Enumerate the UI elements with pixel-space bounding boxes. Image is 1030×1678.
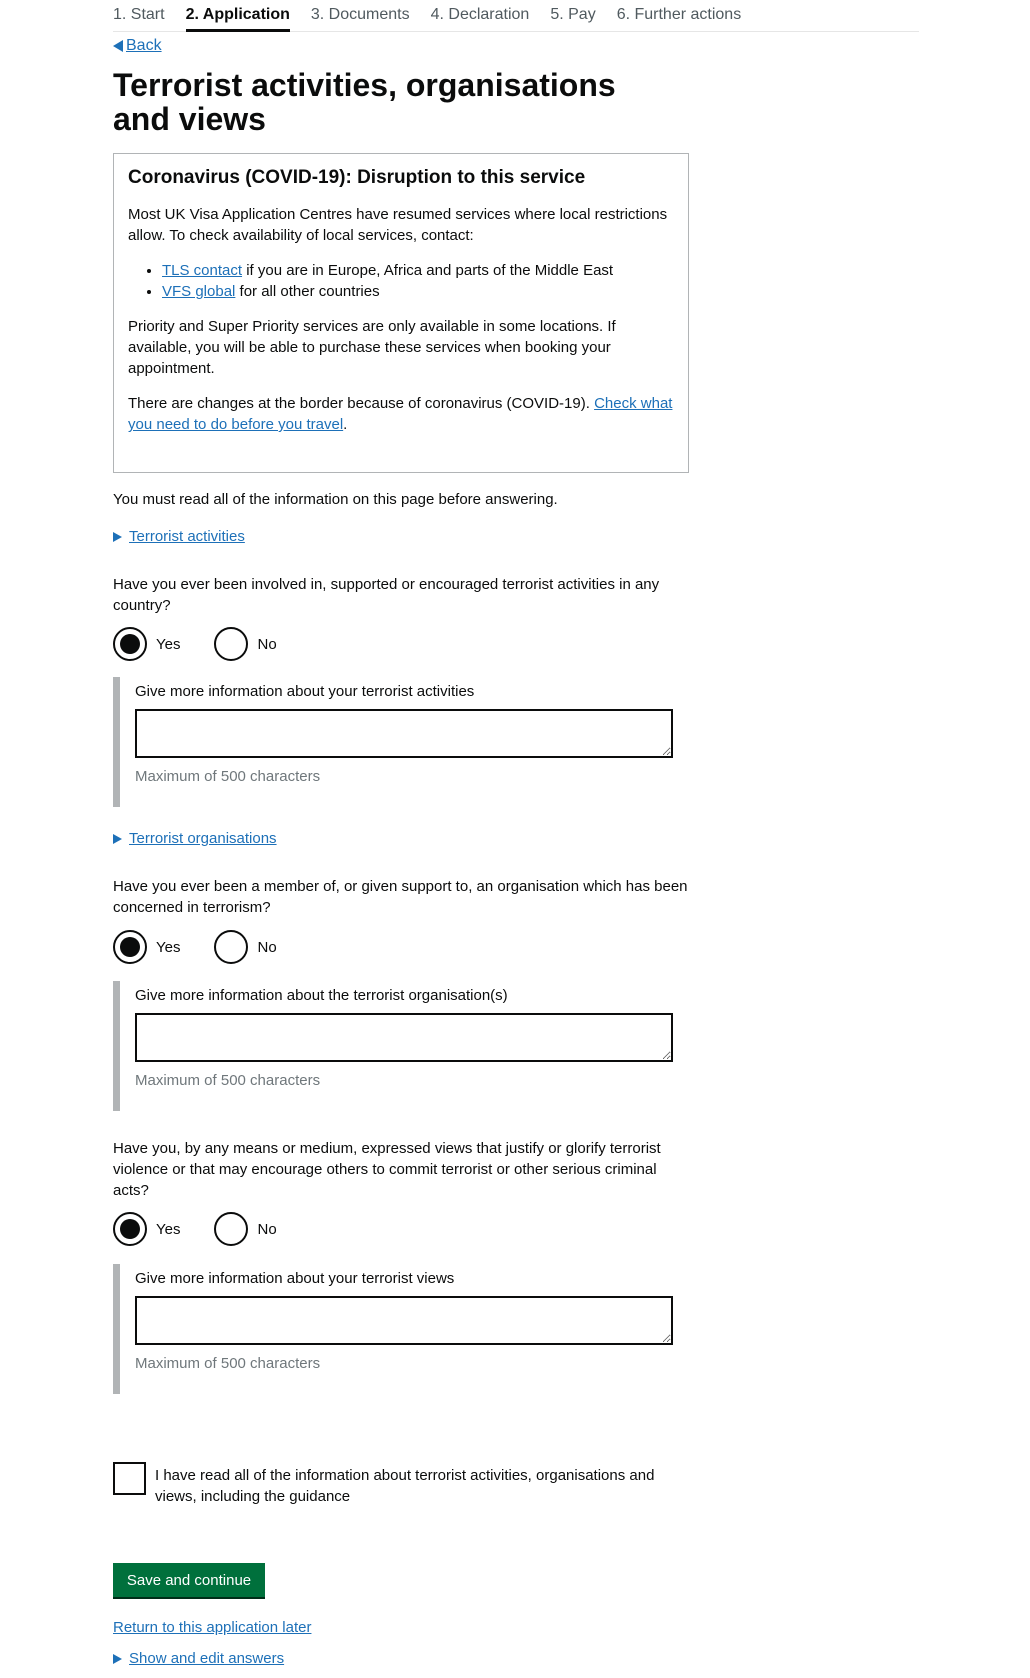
step-declaration[interactable]: 4. Declaration — [430, 5, 530, 23]
views-more-info — [113, 1264, 693, 1394]
activities-char-hint: Maximum of 500 characters — [135, 768, 321, 785]
organisations-question: Have you ever been a member of, or given support to, an organisation which has been concerned in terrorism? — [113, 878, 688, 916]
terrorist-organisations-details[interactable] — [113, 830, 277, 847]
radio-circle[interactable] — [113, 1212, 147, 1246]
organisations-yes-radio[interactable] — [113, 930, 180, 964]
step-pay[interactable]: 5. Pay — [550, 5, 596, 23]
views-yes-radio[interactable] — [113, 1212, 180, 1246]
vfs-global-text: for all other countries — [235, 283, 380, 300]
views-radio-group — [113, 1212, 311, 1246]
activities-no-radio[interactable] — [214, 627, 276, 661]
terrorist-activities-details[interactable] — [113, 528, 245, 545]
confirm-text: I have read all of the information about terrorist activities, organisations and views, including the guidance — [155, 1467, 655, 1505]
save-and-continue-button[interactable]: Save and continue — [113, 1563, 265, 1597]
show-edit-answers-summary[interactable]: Show and edit answers — [129, 1650, 285, 1667]
organisations-no-radio[interactable] — [214, 930, 276, 964]
covid-paragraph-2: Priority and Super Priority services are only available in some locations. If available, you will be able to purchase these services when booking your appointment. — [128, 318, 616, 377]
organisations-more-textarea[interactable] — [135, 1013, 673, 1062]
activities-question: Have you ever been involved in, supported or encouraged terrorist activities in any country? — [113, 576, 660, 614]
radio-label: Yes — [156, 635, 181, 653]
covid-heading: Coronavirus (COVID-19): Disruption to this service — [128, 167, 586, 188]
radio-selected-dot — [120, 1219, 140, 1239]
step-navigation — [113, 0, 919, 32]
page-title: Terrorist activities, organisations and views — [113, 67, 616, 137]
radio-circle[interactable] — [214, 627, 248, 661]
organisations-more-label: Give more information about the terrorist organisation(s) — [135, 987, 508, 1004]
expand-triangle-icon — [113, 532, 122, 542]
radio-selected-dot — [120, 634, 140, 654]
show-edit-answers-details[interactable] — [113, 1650, 284, 1667]
radio-label: No — [257, 635, 277, 653]
confirm-read-checkbox-row[interactable] — [113, 1463, 693, 1507]
back-link-container[interactable] — [113, 37, 162, 55]
radio-circle[interactable] — [214, 930, 248, 964]
organisations-char-hint: Maximum of 500 characters — [135, 1072, 321, 1089]
radio-selected-dot — [120, 937, 140, 957]
radio-label: Yes — [156, 938, 181, 956]
radio-label: No — [257, 938, 277, 956]
radio-circle[interactable] — [113, 627, 147, 661]
views-more-label: Give more information about your terrorist views — [135, 1270, 455, 1287]
expand-triangle-icon — [113, 1654, 122, 1664]
radio-label: No — [257, 1220, 277, 1238]
radio-label: Yes — [156, 1220, 181, 1238]
organisations-more-info — [113, 981, 693, 1111]
list-item — [162, 281, 674, 302]
terrorist-activities-summary[interactable]: Terrorist activities — [129, 528, 245, 545]
views-char-hint: Maximum of 500 characters — [135, 1355, 321, 1372]
step-further-actions[interactable]: 6. Further actions — [616, 5, 742, 23]
tls-contact-text: if you are in Europe, Africa and parts of the Middle East — [242, 262, 614, 279]
activities-more-info — [113, 677, 693, 807]
covid-paragraph-3-end: . — [343, 416, 348, 433]
step-start[interactable]: 1. Start — [113, 5, 165, 23]
covid-notice — [113, 153, 689, 473]
back-arrow-icon — [113, 40, 123, 52]
views-no-radio[interactable] — [214, 1212, 276, 1246]
intro-text: You must read all of the information on this page before answering. — [113, 491, 558, 508]
return-later-link[interactable]: Return to this application later — [113, 1619, 312, 1636]
expand-triangle-icon — [113, 834, 122, 844]
check-before-travel-link[interactable]: Check what you need to do before you travel — [128, 395, 673, 433]
organisations-radio-group — [113, 930, 311, 964]
terrorist-organisations-summary[interactable]: Terrorist organisations — [129, 830, 277, 847]
radio-circle[interactable] — [113, 930, 147, 964]
tls-contact-link[interactable]: TLS contact — [162, 262, 243, 279]
list-item — [162, 260, 674, 281]
back-link[interactable]: Back — [126, 37, 162, 54]
activities-more-label: Give more information about your terrorist activities — [135, 683, 475, 700]
radio-circle[interactable] — [214, 1212, 248, 1246]
activities-more-textarea[interactable] — [135, 709, 673, 758]
activities-radio-group — [113, 627, 311, 661]
views-more-textarea[interactable] — [135, 1296, 673, 1345]
covid-paragraph-3 — [128, 393, 674, 435]
vfs-global-link[interactable]: VFS global — [162, 283, 236, 300]
covid-paragraph-3-text: There are changes at the border because of coronavirus (COVID-19). — [128, 395, 595, 412]
step-documents[interactable]: 3. Documents — [310, 5, 410, 23]
views-question: Have you, by any means or medium, expressed views that justify or glorify terrorist violence or that may encourage others to commit terrorist or other serious criminal acts? — [113, 1140, 661, 1199]
covid-paragraph-1: Most UK Visa Application Centres have resumed services where local restrictions allow. To check availability of local services, contact: — [128, 206, 668, 244]
covid-contact-list — [128, 260, 674, 302]
confirm-checkbox[interactable] — [113, 1462, 146, 1495]
activities-yes-radio[interactable] — [113, 627, 180, 661]
step-application[interactable]: 2. Application — [186, 0, 290, 32]
